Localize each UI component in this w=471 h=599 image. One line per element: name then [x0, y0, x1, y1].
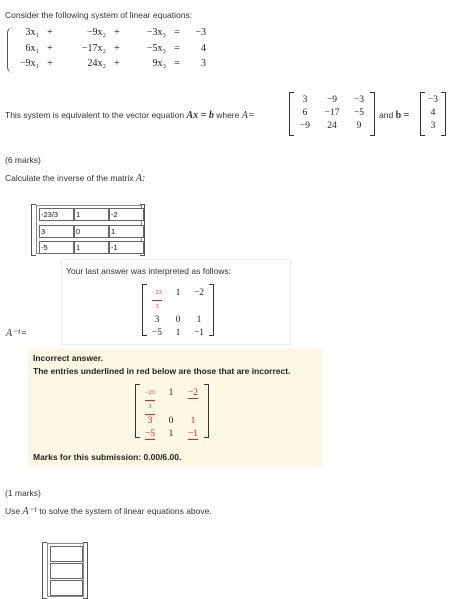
- where-text: where: [216, 110, 240, 120]
- question-math: A:: [135, 173, 146, 184]
- equals: =: [174, 27, 180, 38]
- solution-cell-input[interactable]: [50, 580, 83, 596]
- feedback-panel: [28, 349, 322, 467]
- inverse-cell-input[interactable]: [109, 208, 144, 221]
- fraction-sign: −: [152, 290, 156, 296]
- interpretation-text: Your last answer was interpreted as follows:: [66, 266, 232, 276]
- equivalence-line: [5, 110, 255, 121]
- inverse-label: A⁻¹=: [6, 328, 28, 339]
- solution-cell-input[interactable]: [50, 563, 83, 579]
- vector-cell: 4: [430, 108, 436, 118]
- marks-summary: Marks for this submission: 0.00/6.00.: [33, 452, 182, 462]
- vector-b-label: b =: [395, 110, 410, 121]
- question-text: Calculate the inverse of the matrix: [5, 173, 134, 183]
- term: 9x₃: [152, 58, 166, 69]
- solution-input-vector: [42, 542, 88, 598]
- equals: =: [174, 58, 180, 69]
- matrix-cell: 1: [175, 288, 181, 298]
- operator: +: [47, 58, 53, 69]
- fraction-numerator: 23: [148, 390, 155, 396]
- matrix-a-label: A=: [241, 110, 255, 121]
- matrix-cell: −9: [326, 95, 338, 105]
- matrix-cell: 0: [168, 416, 174, 426]
- intro-text: Consider the following system of linear equations:: [5, 10, 193, 20]
- vector-b: [420, 92, 446, 136]
- matrix-cell: 1: [190, 416, 196, 426]
- vector-equation: Ax = b: [186, 110, 214, 121]
- incorrect-cell: −2: [187, 388, 199, 398]
- incorrect-cell: −5: [144, 429, 156, 439]
- equation-row: [13, 58, 206, 72]
- fraction-numerator: 23: [155, 290, 162, 296]
- matrix-a: [289, 92, 375, 136]
- term: −5x₃: [146, 43, 166, 54]
- inverse-cell-input[interactable]: [39, 241, 74, 254]
- term: −3x₃: [146, 27, 166, 38]
- inverse-cell-input[interactable]: [74, 225, 109, 238]
- matrix-cell: 6: [302, 108, 308, 118]
- inverse-input-matrix: [31, 204, 145, 254]
- matrix-cell: [139, 387, 161, 415]
- feedback-matrix: [135, 384, 209, 438]
- inverse-cell-input[interactable]: [39, 225, 74, 238]
- equation-row: [13, 43, 206, 57]
- matrix-cell: 1: [196, 315, 202, 325]
- part1-question: [5, 173, 145, 184]
- operator: +: [114, 27, 120, 38]
- question-math: A⁻¹: [22, 506, 37, 517]
- and-text: and: [379, 110, 394, 120]
- matrix-cell: −5: [353, 108, 365, 118]
- and-b-label: [379, 110, 409, 121]
- vector-cell: 3: [430, 121, 436, 131]
- term: −17x₂: [81, 43, 106, 54]
- term: 3x₁: [25, 27, 39, 38]
- fraction-denominator: 3: [155, 304, 159, 310]
- rhs: −3: [195, 27, 206, 38]
- inverse-cell-input[interactable]: [74, 241, 109, 254]
- vector-cell: −3: [427, 95, 439, 105]
- operator: +: [47, 27, 53, 38]
- matrix-cell: −1: [193, 328, 205, 338]
- inverse-cell-input[interactable]: [39, 208, 74, 221]
- matrix-cell: 24: [327, 121, 337, 131]
- matrix-cell: 3: [154, 315, 160, 325]
- question-text: to solve the system of linear equations above.: [39, 506, 212, 516]
- matrix-cell: −5: [151, 328, 163, 338]
- feedback-message: The entries underlined in red below are those that are incorrect.: [33, 366, 291, 376]
- matrix-cell: 1: [175, 328, 181, 338]
- matrix-cell: −9: [299, 121, 311, 131]
- term: −9x₁: [19, 58, 39, 69]
- fraction: [152, 287, 161, 314]
- feedback-title: Incorrect answer.: [33, 353, 103, 363]
- part2-question: [5, 506, 212, 517]
- rhs: 3: [201, 58, 206, 69]
- matrix-cell: 1: [168, 388, 174, 398]
- matrix-cell: 0: [175, 315, 181, 325]
- matrix-cell: −3: [353, 95, 365, 105]
- interpretation-panel: [61, 259, 291, 345]
- matrix-cell: 3: [302, 95, 308, 105]
- solution-cell-input[interactable]: [50, 546, 83, 562]
- operator: +: [114, 43, 120, 54]
- equation-row: [13, 27, 206, 41]
- part1-marks: (6 marks): [5, 155, 41, 165]
- matrix-cell: [146, 287, 168, 314]
- inverse-cell-input[interactable]: [109, 225, 144, 238]
- term: 6x₁: [25, 43, 39, 54]
- matrix-cell: 1: [168, 429, 174, 439]
- fraction-denominator: 3: [148, 404, 152, 410]
- matrix-cell: 3: [147, 416, 153, 426]
- operator: +: [114, 58, 120, 69]
- inverse-cell-input[interactable]: [74, 208, 109, 221]
- part2-marks: (1 marks): [5, 488, 41, 498]
- fraction-sign: −: [145, 390, 149, 396]
- question-text: Use: [5, 506, 21, 516]
- interpreted-matrix: [142, 284, 214, 336]
- matrix-cell: 9: [356, 121, 362, 131]
- equivalence-text: This system is equivalent to the vector equation: [5, 110, 185, 120]
- fraction: [145, 387, 154, 415]
- incorrect-cell: −1: [187, 429, 199, 439]
- operator: +: [47, 43, 53, 54]
- term: 24x₂: [87, 58, 106, 69]
- rhs: 4: [201, 43, 206, 54]
- equals: =: [174, 43, 180, 54]
- matrix-cell: −17: [324, 108, 340, 118]
- term: −9x₂: [86, 27, 106, 38]
- inverse-cell-input[interactable]: [109, 241, 144, 254]
- matrix-cell: −2: [193, 288, 205, 298]
